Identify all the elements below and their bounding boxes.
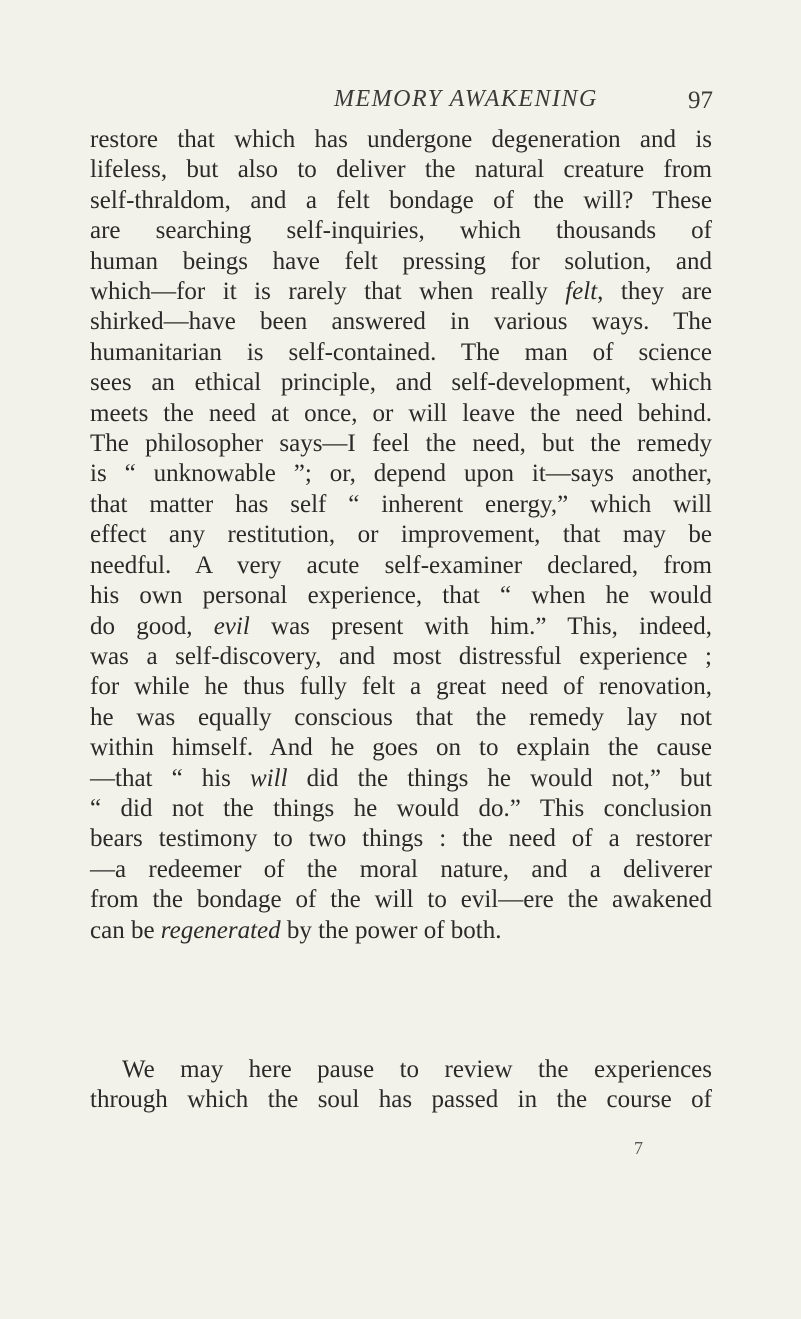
text-line: within himself. And he goes on to explain the cause — [90, 734, 712, 762]
text-line: do good, evil was present with him.” This, indeed, — [90, 612, 713, 640]
text-line: are searching self-inquiries, which thousands of — [90, 217, 712, 245]
text-line: his own personal experience, that “ when he would — [90, 582, 712, 610]
text-line: effect any restitution, or improvement, that may be — [90, 521, 712, 549]
text-line: self-thraldom, and a felt bondage of the will? These — [90, 186, 712, 214]
text-line: can be regenerated by the power of both. — [90, 916, 502, 944]
text-line: meets the need at once, or will leave the need behind. — [90, 399, 712, 427]
text-line: The philosopher says—I feel the need, but the remedy — [90, 430, 712, 458]
text-line: needful. A very acute self-examiner declared, from — [90, 551, 712, 579]
text-line: which—for it is rarely that when really felt, they are — [90, 278, 713, 306]
text-line: through which the soul has passed in the course of — [90, 1086, 712, 1114]
text-line: was a self-discovery, and most distressful experience ; — [90, 642, 712, 670]
text-line: he was equally conscious that the remedy lay not — [90, 703, 712, 731]
text-line: We may here pause to review the experiences — [122, 1056, 712, 1083]
text-line: —a redeemer of the moral nature, and a deliverer — [90, 855, 712, 883]
text-line: sees an ethical principle, and self-development, which — [90, 369, 712, 397]
text-line: shirked—have been answered in various ways. The — [90, 308, 712, 336]
italic-word: regenerated — [160, 916, 281, 944]
text-line: humanitarian is self-contained. The man of science — [90, 338, 712, 366]
text-line: from the bondage of the will to evil—ere the awakened — [90, 886, 712, 914]
text-line: “ did not the things he would do.” This conclusion — [90, 794, 712, 822]
text-line: is “ unknowable ”; or, depend upon it—says another, — [90, 460, 712, 488]
text-line: —that “ his will did the things he would not,” but — [90, 764, 712, 792]
signature-mark: 7 — [634, 1138, 643, 1158]
italic-word: felt — [565, 278, 598, 306]
text-line: for while he thus fully felt a great need of renovation, — [90, 673, 712, 701]
text-line: bears testimony to two things : the need of a restorer — [90, 825, 712, 853]
text-line: lifeless, but also to deliver the natural creature from — [90, 156, 712, 184]
italic-word: will — [250, 764, 288, 792]
text-line: human beings have felt pressing for solution, and — [90, 247, 712, 275]
paragraph — [90, 1055, 712, 1116]
paragraph — [90, 125, 712, 946]
italic-word: evil — [213, 612, 250, 640]
page-number: 97 — [688, 87, 713, 114]
text-line: restore that which has undergone degeneration and is — [90, 126, 712, 153]
running-title: MEMORY AWAKENING — [334, 86, 598, 112]
text-line: that matter has self “ inherent energy,” which will — [90, 490, 712, 518]
